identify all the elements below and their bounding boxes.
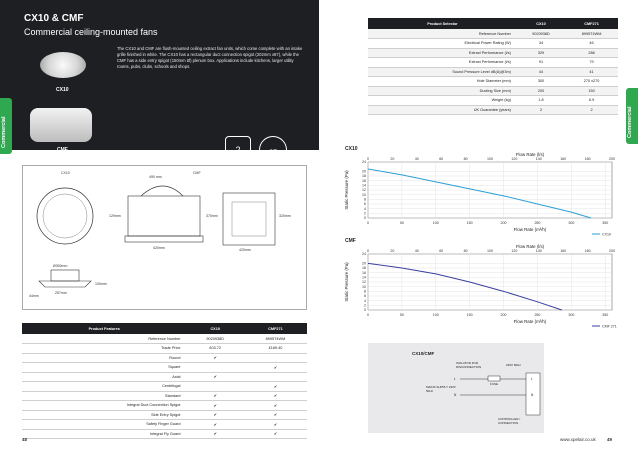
y-tick-label: 14 — [362, 183, 366, 188]
table-cell: Safety Finger Guard — [22, 420, 186, 430]
table-cell — [186, 363, 243, 373]
table-cell: Extract Performance (l/s) — [368, 48, 517, 58]
legend-label: CX10 — [602, 232, 611, 237]
x-top-tick-label: 100 — [487, 157, 493, 161]
x-bottom-tick-label: 250 — [534, 221, 541, 225]
section-tab-left — [0, 98, 12, 154]
cx10-side-view — [39, 281, 91, 287]
drawing-label-cx10: CX10 — [61, 171, 70, 175]
table-cell: ✔ — [244, 401, 307, 411]
x-bottom-tick-label: 50 — [399, 221, 404, 225]
table-cell: UK Guarantee (years) — [368, 105, 517, 115]
wiring-diagram — [368, 343, 544, 433]
feature-row — [22, 410, 307, 420]
cmf-grille-flange — [125, 236, 203, 242]
table-cell: 2 — [517, 105, 565, 115]
x-top-tick-label: 60 — [439, 157, 444, 161]
cmf-motor-housing — [141, 186, 183, 196]
table-cell: ✔ — [186, 410, 243, 420]
guarantee-badge: 2 — [225, 136, 251, 164]
section-tab-label: Commercial — [1, 116, 7, 148]
x-bottom-tick-label: 150 — [466, 221, 473, 225]
table-cell: 91 — [517, 58, 565, 68]
table-cell: ✔ — [244, 382, 307, 392]
table-cell: ✔ — [186, 353, 243, 363]
y-tick-label: 18 — [362, 266, 366, 271]
dim-cx10-depth: 44mm — [29, 294, 39, 298]
table-cell: 9020938D — [517, 29, 565, 39]
y-tick-label: 6 — [364, 294, 366, 299]
feature-row — [22, 344, 307, 354]
x-bottom-tick-label: 300 — [568, 221, 575, 225]
fan-neutral-label: N — [531, 393, 534, 397]
table-cell: Reference Number — [22, 334, 186, 344]
table-cell: Axial — [22, 372, 186, 382]
page-number-right: 49 — [607, 437, 613, 442]
feature-row — [22, 391, 307, 401]
dim-cx10-height: 100mm — [95, 282, 107, 286]
feature-row — [22, 401, 307, 411]
x-bottom-tick-label: 50 — [399, 313, 404, 317]
cx10-image-label: CX10 — [56, 87, 69, 93]
mains-neutral-label: N — [454, 393, 457, 397]
x-top-tick-label: 60 — [439, 249, 444, 253]
spec-row — [368, 67, 618, 77]
table-cell: ✔ — [244, 420, 307, 430]
table-cell: Square — [22, 363, 186, 373]
table-cell: 270 x270 — [565, 77, 618, 87]
table-cell: 6.9 — [565, 96, 618, 106]
table-cell: 1.8 — [517, 96, 565, 106]
cx10-product-image — [40, 52, 86, 78]
product-description: The CX10 and CMF are flush-mounted ceiling extract fan units, which come complete with an intake grille finished in white. The CX10 has a rectangular duct connection spigot (202mm x87), while the CMF has a side entry spigot (150mm Ø) plenum box. Applications include kitchens, larger utility rooms, pubs, clubs, schools and shops. — [117, 46, 303, 69]
table-cell: 9020938D — [186, 334, 243, 344]
cmf-performance-chart — [340, 240, 625, 332]
ce-mark-badge: CE — [259, 136, 287, 164]
y-axis-label: Static Pressure (Pa) — [344, 262, 349, 302]
y-tick-label: 20 — [362, 261, 366, 266]
footer-url[interactable]: www.xpelair.co.uk — [560, 437, 596, 442]
dim-cmf-grille-side: 320mm — [279, 214, 291, 218]
table-cell: ✔ — [186, 391, 243, 401]
table-cell: Weight (kg) — [368, 96, 517, 106]
table-cell: 46 — [565, 39, 618, 49]
x-bottom-tick-label: 350 — [602, 221, 609, 225]
spec-row — [368, 48, 618, 58]
table-cell: Trade Price — [22, 344, 186, 354]
y-tick-label: 18 — [362, 174, 366, 179]
table-cell: ✔ — [244, 391, 307, 401]
table-cell: Ducting Size (mm) — [368, 86, 517, 96]
table-cell — [186, 382, 243, 392]
table-cell: £169.40 — [244, 344, 307, 354]
x-top-tick-label: 20 — [390, 249, 395, 253]
section-tab-right — [626, 88, 638, 144]
table-cell: ✔ — [186, 420, 243, 430]
table-cell: ✔ — [244, 410, 307, 420]
table-cell: Electrical Power Rating (W) — [368, 39, 517, 49]
y-tick-label: 8 — [364, 197, 366, 202]
x-bottom-tick-label: 200 — [500, 221, 507, 225]
cx10-top-view — [37, 188, 93, 244]
x-top-axis-label: Flow Rate (l/s) — [515, 152, 545, 157]
x-top-tick-label: 160 — [560, 157, 567, 161]
table-header: CX10 — [186, 323, 243, 334]
dim-cmf-grille: 420mm — [239, 248, 251, 252]
x-top-tick-label: 20 — [390, 157, 395, 161]
x-top-tick-label: 180 — [584, 249, 591, 253]
legend-label: CMF 271 — [602, 324, 617, 329]
table-cell: Integral Fly Guard — [22, 429, 186, 439]
table-cell: 44 — [517, 67, 565, 77]
x-bottom-tick-label: 0 — [367, 313, 369, 317]
table-cell: Centrifugal — [22, 382, 186, 392]
x-bottom-tick-label: 100 — [432, 221, 439, 225]
drawing-label-cmf: CMF — [193, 171, 201, 175]
spec-row — [368, 86, 618, 96]
x-top-tick-label: 120 — [511, 157, 518, 161]
product-selector-table — [368, 18, 618, 115]
table-cell: 300 — [517, 77, 565, 87]
cx10-performance-chart — [340, 148, 625, 240]
dimension-drawings-panel — [22, 165, 307, 310]
spec-row — [368, 105, 618, 115]
table-cell: Sound Pressure Level dB(A)@3m) — [368, 67, 517, 77]
x-top-axis-label: Flow Rate (l/s) — [515, 244, 545, 249]
feature-row — [22, 382, 307, 392]
table-cell: ✔ — [186, 429, 243, 439]
feature-row — [22, 420, 307, 430]
x-bottom-tick-label: 0 — [367, 221, 369, 225]
spec-row — [368, 77, 618, 87]
table-cell: 34 — [517, 39, 565, 49]
table-cell: £03.72 — [186, 344, 243, 354]
table-cell: ✔ — [186, 372, 243, 382]
table-cell: 8995T4WM — [244, 334, 307, 344]
cmf-product-image — [30, 108, 92, 142]
y-tick-label: 12 — [362, 188, 366, 193]
y-tick-label: 0 — [364, 216, 366, 221]
table-header: CMF271 — [565, 18, 618, 29]
isolator-label: ISOLATOR FOR DISCONNECTION — [456, 361, 482, 369]
x-bottom-tick-label: 200 — [500, 313, 507, 317]
x-top-tick-label: 160 — [560, 249, 567, 253]
dim-cx10-diameter: Ø392mm — [53, 264, 68, 268]
y-tick-label: 20 — [362, 169, 366, 174]
feature-row — [22, 372, 307, 382]
x-bottom-axis-label: Flow Rate (m³/h) — [513, 227, 547, 232]
y-tick-label: 16 — [362, 270, 366, 275]
table-cell: Round — [22, 353, 186, 363]
cx10-duct-spigot — [51, 270, 79, 281]
table-cell: 150 — [565, 86, 618, 96]
chart-title-cmf: CMF — [345, 238, 356, 244]
table-cell: 286 — [565, 48, 618, 58]
y-tick-label: 24 — [362, 160, 366, 165]
x-top-tick-label: 100 — [487, 249, 493, 253]
x-bottom-tick-label: 350 — [602, 313, 609, 317]
y-tick-label: 8 — [364, 289, 366, 294]
spec-row — [368, 39, 618, 49]
x-top-tick-label: 140 — [535, 157, 542, 161]
x-bottom-tick-label: 250 — [534, 313, 541, 317]
controller-label: CONTROLLER / CONNECTION — [498, 417, 521, 425]
y-tick-label: 24 — [362, 252, 366, 257]
y-tick-label: 4 — [364, 206, 366, 211]
spec-row — [368, 29, 618, 39]
table-cell: ✔ — [186, 401, 243, 411]
table-cell: 200 — [517, 86, 565, 96]
x-bottom-tick-label: 300 — [568, 313, 575, 317]
cx10-inner-ring — [43, 194, 87, 238]
fuse-symbol — [488, 376, 500, 381]
x-top-tick-label: 80 — [463, 249, 468, 253]
table-cell — [244, 372, 307, 382]
x-bottom-tick-label: 100 — [432, 313, 439, 317]
table-cell: Integral Duct Connection Spigot — [22, 401, 186, 411]
x-top-tick-label: 140 — [535, 249, 542, 253]
dim-cmf-length: 490 mm — [149, 175, 162, 179]
feature-row — [22, 334, 307, 344]
y-tick-label: 2 — [364, 211, 366, 216]
spec-row — [368, 96, 618, 106]
table-cell: Hole Diameter (mm) — [368, 77, 517, 87]
x-top-tick-label: 0 — [367, 249, 369, 253]
mains-supply-label: MAINS SUPPLY 230V 50Hz — [426, 385, 456, 393]
table-cell: ✔ — [244, 363, 307, 373]
cmf-image-label: CMF — [57, 147, 68, 153]
cmf-top-view — [223, 193, 275, 245]
y-tick-label: 6 — [364, 202, 366, 207]
y-tick-label: 14 — [362, 275, 366, 280]
x-bottom-axis-label: Flow Rate (m³/h) — [513, 319, 547, 324]
spec-row — [368, 58, 618, 68]
table-cell: 2 — [565, 105, 618, 115]
y-tick-label: 12 — [362, 280, 366, 285]
section-tab-label: Commercial — [627, 106, 633, 138]
table-cell: ✔ — [244, 429, 307, 439]
dimension-drawings — [23, 166, 308, 311]
chart-title-cx10: CX10 — [345, 146, 358, 152]
table-header: Product Features — [22, 323, 186, 334]
y-tick-label: 2 — [364, 303, 366, 308]
x-top-tick-label: 80 — [463, 157, 468, 161]
table-cell: 41 — [565, 67, 618, 77]
table-header: CMF271 — [244, 323, 307, 334]
mains-live-label: L — [454, 377, 456, 381]
feature-row — [22, 363, 307, 373]
page-title: CX10 & CMF — [24, 13, 84, 24]
table-header: Product Selector — [368, 18, 517, 29]
table-cell: 8995T4WM — [565, 29, 618, 39]
y-tick-label: 10 — [362, 192, 366, 197]
feature-row — [22, 429, 307, 439]
y-tick-label: 0 — [364, 308, 366, 313]
table-cell: Side Entry Spigot — [22, 410, 186, 420]
cmf-side-view — [128, 196, 200, 236]
cmf-grille-pattern — [232, 202, 266, 236]
voltage-label: 230V 50Hz — [506, 363, 521, 367]
x-bottom-tick-label: 150 — [466, 313, 473, 317]
x-top-tick-label: 200 — [609, 157, 615, 161]
wiring-title: CX10/CMF — [412, 351, 435, 356]
x-top-tick-label: 0 — [367, 157, 369, 161]
dim-cmf-height: 370mm — [206, 214, 218, 218]
x-top-tick-label: 40 — [414, 249, 419, 253]
table-cell: Extract Performance (l/s) — [368, 58, 517, 68]
x-top-tick-label: 40 — [414, 157, 419, 161]
fan-live-label: L — [531, 377, 533, 381]
x-top-tick-label: 200 — [609, 249, 615, 253]
dim-cmf-width: 420mm — [153, 246, 165, 250]
y-tick-label: 4 — [364, 298, 366, 303]
page-number-left: 48 — [22, 437, 28, 442]
table-cell: 79 — [565, 58, 618, 68]
table-cell — [244, 353, 307, 363]
fuse-label: FUSE — [490, 382, 499, 386]
dim-cx10-width: 257mm — [55, 291, 67, 295]
x-top-tick-label: 180 — [584, 157, 591, 161]
y-tick-label: 10 — [362, 284, 366, 289]
table-cell: 329 — [517, 48, 565, 58]
dim-cmf-depth: 129mm — [109, 214, 121, 218]
x-top-tick-label: 120 — [511, 249, 518, 253]
table-cell: Standard — [22, 391, 186, 401]
product-features-table — [22, 323, 307, 439]
y-tick-label: 16 — [362, 178, 366, 183]
table-cell: Reference Number — [368, 29, 517, 39]
page-subtitle: Commercial ceiling-mounted fans — [24, 27, 158, 37]
table-header: CX10 — [517, 18, 565, 29]
y-axis-label: Static Pressure (Pa) — [344, 170, 349, 210]
feature-row — [22, 353, 307, 363]
